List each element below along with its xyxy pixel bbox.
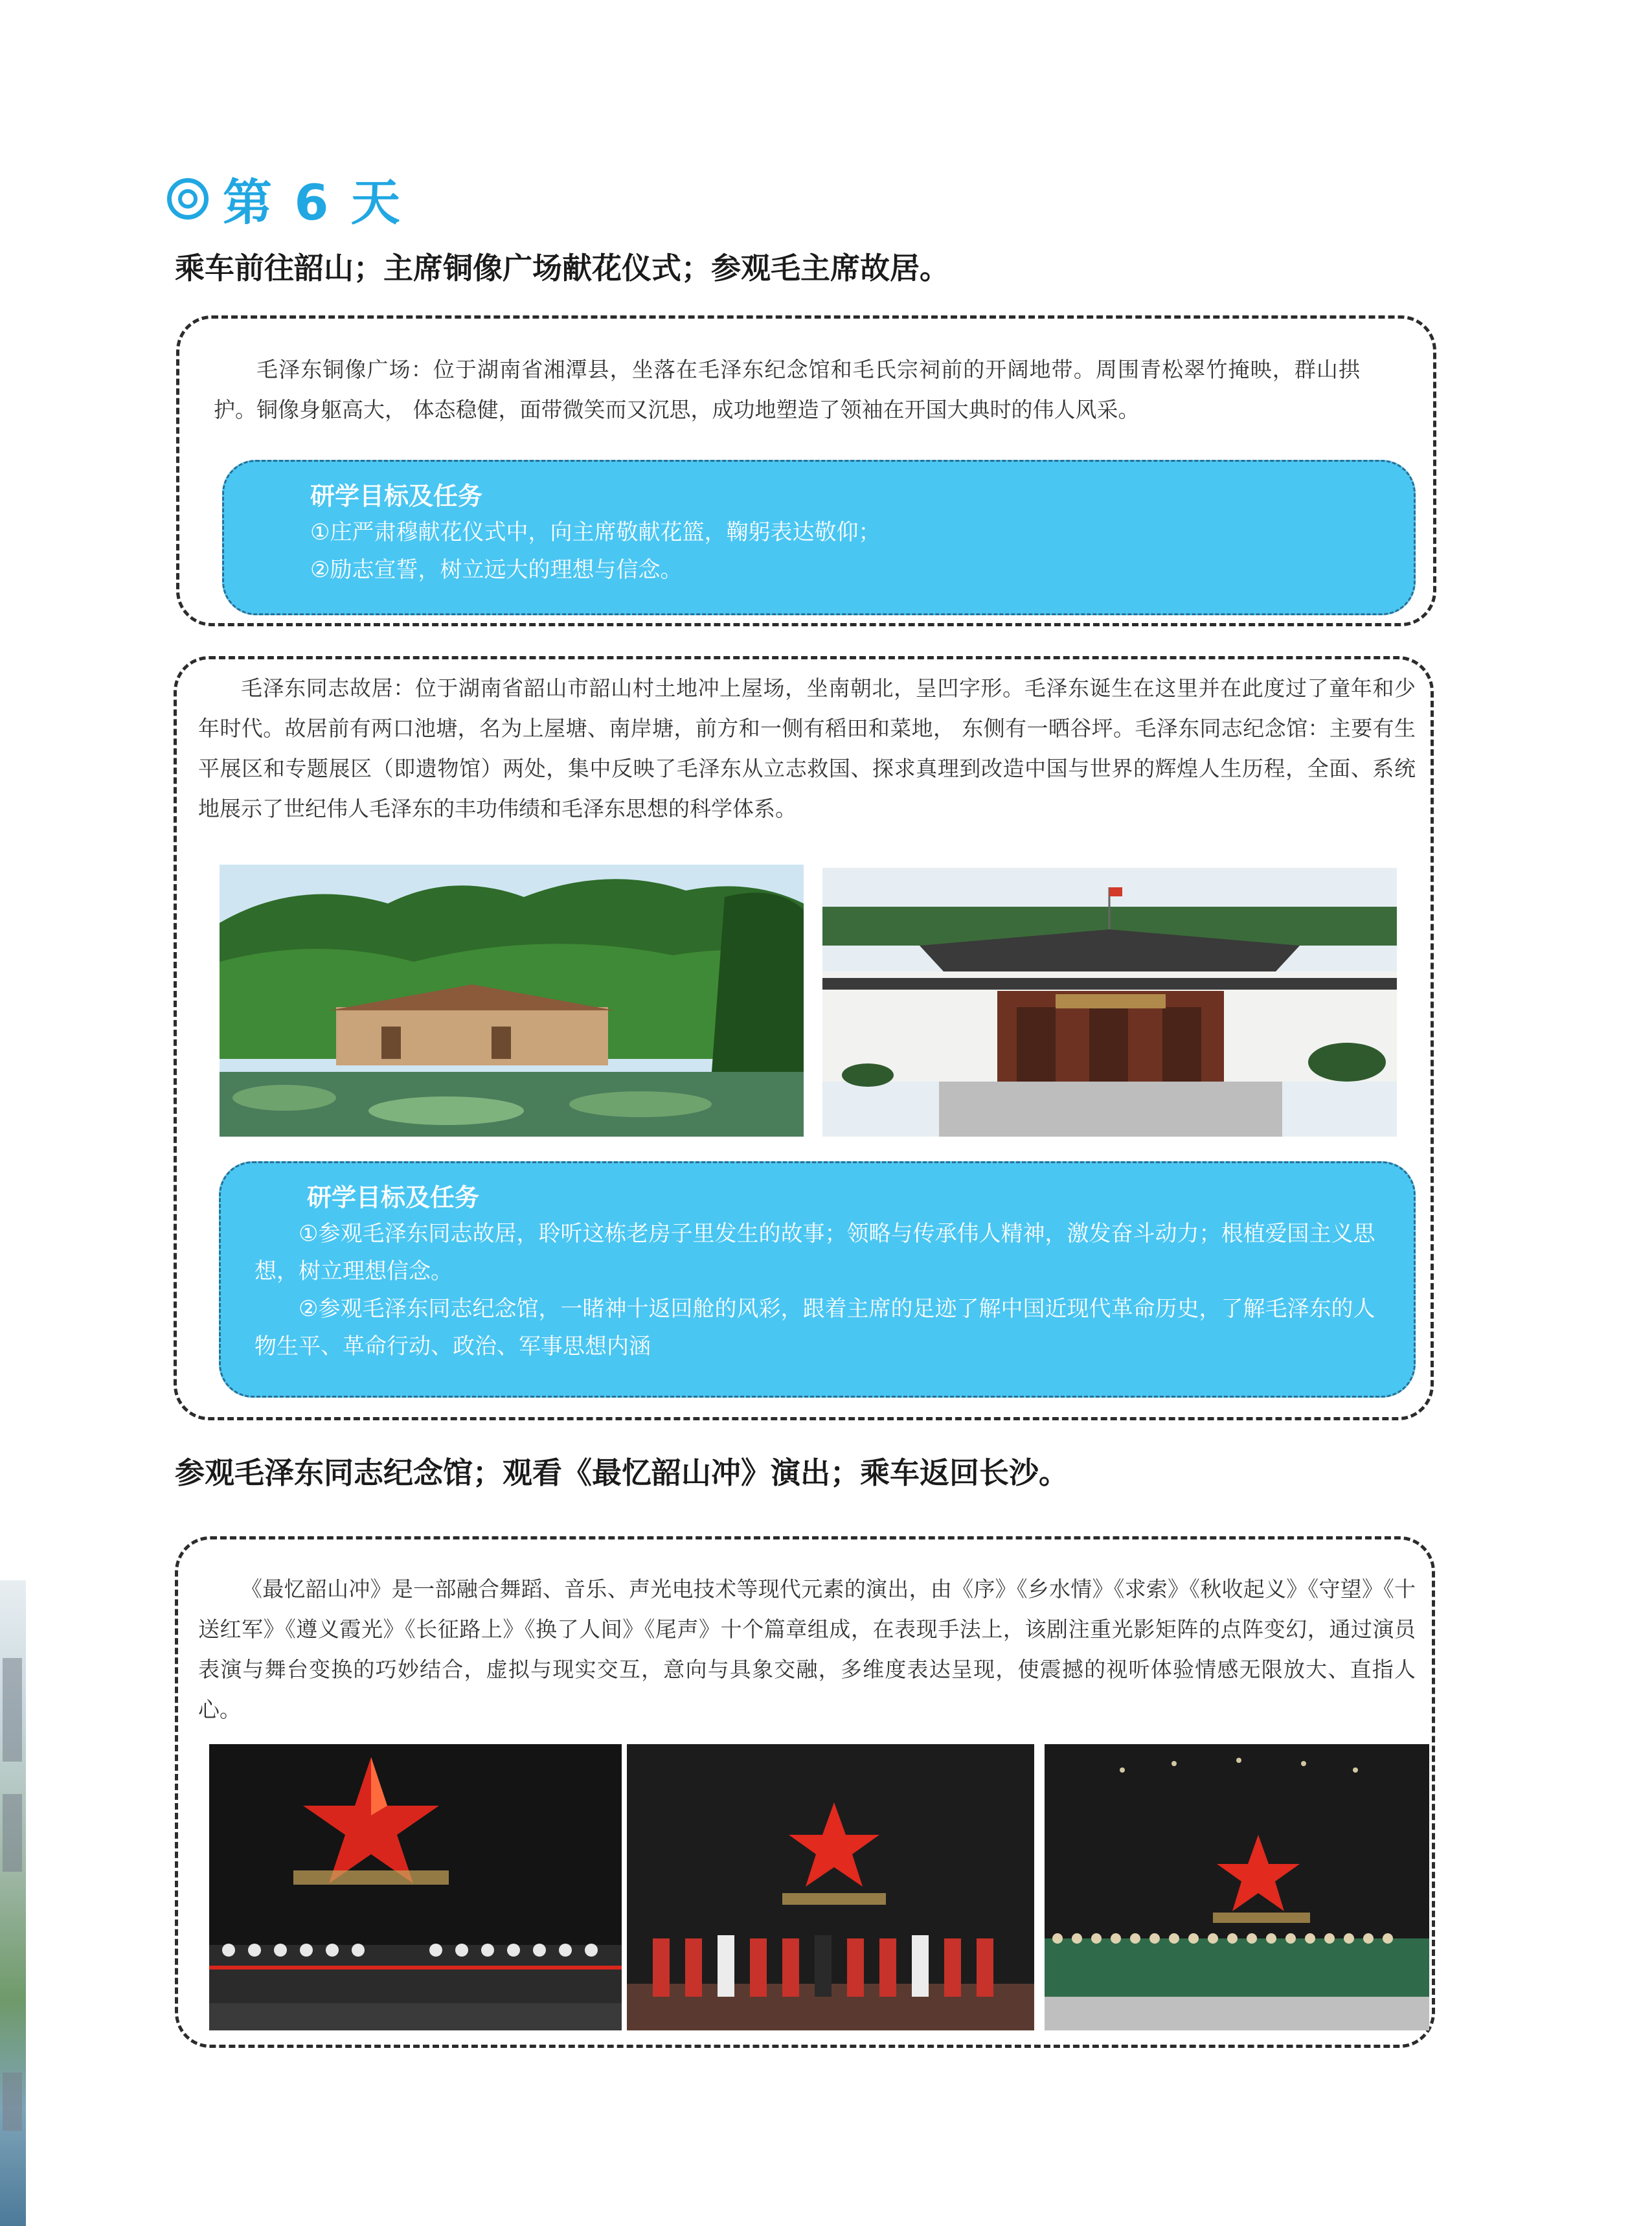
performance-photo-3 (1045, 1744, 1429, 2030)
side-decoration-strip (0, 1580, 26, 2226)
goal-box-1 (222, 460, 1416, 615)
statue-square-description: 毛泽东铜像广场：位于湖南省湘潭县，坐落在毛泽东纪念馆和毛氏宗祠前的开阔地带。周围青松翠竹掩映，群山拱护。铜像身躯高大， 体态稳健，面带微笑而又沉思，成功地塑造了领袖在开国大典时的伟人风采。 (214, 357, 1360, 422)
target-circle-icon (167, 178, 209, 220)
day-heading (167, 163, 403, 234)
goal-item: ①庄严肃穆献花仪式中，向主席敬献花篮，鞠躬表达敬仰； (310, 519, 881, 545)
goal-title: 研学目标及任务 (307, 1183, 480, 1212)
route-line-2: 参观毛泽东同志纪念馆；观看《最忆韶山冲》演出；乘车返回长沙。 (175, 1455, 1069, 1490)
goal-title: 研学目标及任务 (310, 482, 483, 510)
former-residence-photo (220, 865, 804, 1137)
goal-item: ②励志宣誓，树立远大的理想与信念。 (310, 557, 683, 583)
route-line-1: 乘车前往韶山；主席铜像广场献花仪式；参观毛主席故居。 (175, 251, 949, 286)
goal-box-2 (219, 1161, 1416, 1398)
goal-item: ②参观毛泽东同志纪念馆，一睹神十返回舱的风彩，跟着主席的足迹了解中国近现代革命历史，了解毛泽东的人物生平、革命行动、政治、军事思想内涵 (255, 1296, 1375, 1359)
day-title: 第 6 天 (223, 174, 403, 231)
performance-photo-1 (209, 1744, 622, 2030)
former-residence-description: 毛泽东同志故居：位于湖南省韶山市韶山村土地冲上屋场，坐南朝北，呈凹字形。毛泽东诞生在这里并在此度过了童年和少年时代。故居前有两口池塘，名为上屋塘、南岸塘，前方和一侧有稻田和菜地， 东侧有一晒谷坪。毛泽东同志纪念馆：主要有生平展区和专题展区（即遗物馆）两处，集中反映了毛泽东从立志救国、探求真理到改造中国与世界的辉煌人生历程，全面、系统地展示了世纪伟人毛泽东的丰功伟绩和毛泽东思想的科学体系。 (198, 676, 1416, 821)
performance-photo-2 (627, 1744, 1034, 2030)
goal-item: ①参观毛泽东同志故居，聆听这栋老房子里发生的故事；领略与传承伟人精神，激发奋斗动力；根植爱国主义思想，树立理想信念。 (255, 1221, 1375, 1284)
performance-description: 《最忆韶山冲》是一部融合舞蹈、音乐、声光电技术等现代元素的演出，由《序》《乡水情》《求索》《秋收起义》《守望》《十送红军》《遵义霞光》《长征路上》《换了人间》《尾声》十个篇章组成，在表现手法上，该剧注重光影矩阵的点阵变幻，通过演员表演与舞台变换的巧妙结合，虚拟与现实交互，意向与具象交融，多维度表达呈现，使震撼的视听体验情感无限放大、直指人心。 (198, 1576, 1416, 1722)
memorial-hall-photo (822, 868, 1397, 1137)
